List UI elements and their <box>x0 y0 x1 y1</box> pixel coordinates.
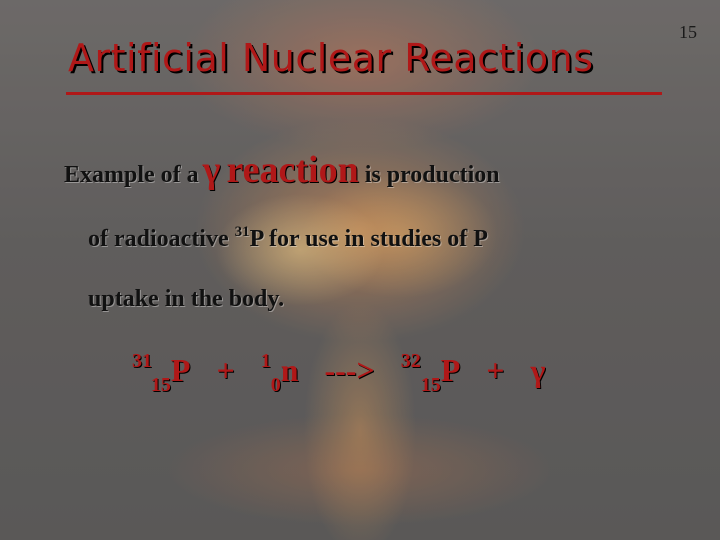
reactant-phosphorus-31 <box>132 350 208 396</box>
isotope-mass-superscript: 31 <box>234 224 250 240</box>
body-line-2 <box>88 226 488 253</box>
page-number: 15 <box>679 22 697 42</box>
line1-suffix: is production <box>364 162 500 188</box>
element-symbol: P <box>440 352 461 388</box>
nuclear-equation <box>132 350 546 396</box>
element-symbol: n <box>280 352 299 388</box>
slide-title: Artificial Nuclear Reactions <box>68 36 594 80</box>
element-symbol: P <box>170 352 191 388</box>
line1-prefix: Example of a <box>64 162 199 188</box>
body-line-1 <box>64 148 500 192</box>
product-phosphorus-32 <box>400 350 479 396</box>
body-line-3: uptake in the body. <box>88 286 285 312</box>
atomic-number: 0 <box>270 374 281 396</box>
line2-prefix: of radioactive <box>88 226 229 252</box>
reaction-arrow: ---> <box>324 352 375 388</box>
reactant-neutron <box>260 350 317 396</box>
mass-number: 1 <box>260 350 271 372</box>
atomic-number: 15 <box>420 374 441 396</box>
plus-sign: + <box>486 352 505 388</box>
title-underline <box>66 92 662 95</box>
plus-sign: + <box>216 352 235 388</box>
product-gamma: γ <box>530 352 546 388</box>
reaction-word: reaction <box>226 149 359 191</box>
atomic-number: 15 <box>150 374 171 396</box>
mass-number: 31 <box>132 350 151 372</box>
line2-suffix: P for use in studies of P <box>249 226 488 252</box>
gamma-symbol: γ <box>202 149 221 191</box>
mass-number: 32 <box>400 350 421 372</box>
